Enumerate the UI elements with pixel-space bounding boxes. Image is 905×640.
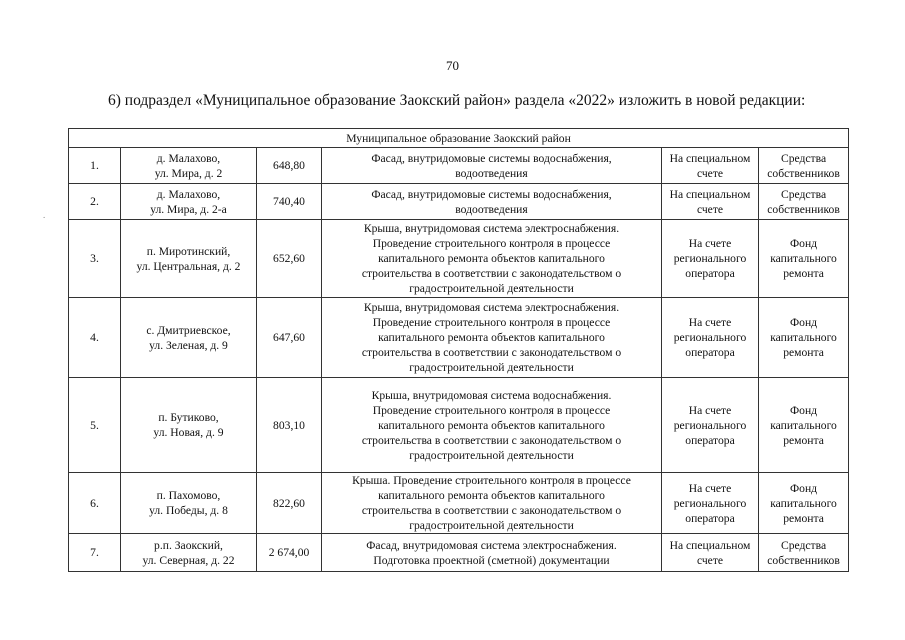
- row-number: 7.: [69, 534, 121, 572]
- row-works: Крыша, внутридомовая система водоснабжения. Проведение строительного контроля в процессе капитального ремонта объектов капитального строительства в соответствии с законодательством о градостроительной деятельности: [322, 378, 662, 473]
- row-number: 1.: [69, 148, 121, 184]
- row-number: 2.: [69, 184, 121, 220]
- row-account-type: На специальном счете: [662, 184, 759, 220]
- row-funding-source: Средства собственников: [759, 534, 849, 572]
- capital-repair-table: [68, 128, 849, 572]
- table-row: [69, 473, 849, 534]
- row-address: р.п. Заокский, ул. Северная, д. 22: [121, 534, 257, 572]
- row-area: 740,40: [257, 184, 322, 220]
- row-works: Фасад, внутридомовые системы водоснабжения, водоотведения: [322, 184, 662, 220]
- row-area: 822,60: [257, 473, 322, 534]
- row-address: д. Малахово, ул. Мира, д. 2: [121, 148, 257, 184]
- row-number: 3.: [69, 220, 121, 298]
- row-works: Фасад, внутридомовые системы водоснабжения, водоотведения: [322, 148, 662, 184]
- row-address: с. Дмитриевское, ул. Зеленая, д. 9: [121, 298, 257, 378]
- table-row: [69, 148, 849, 184]
- row-works: Фасад, внутридомовая система электроснабжения. Подготовка проектной (сметной) документации: [322, 534, 662, 572]
- page-number: 70: [446, 58, 459, 73]
- row-account-type: На специальном счете: [662, 534, 759, 572]
- row-funding-source: Средства собственников: [759, 148, 849, 184]
- scan-mark: .: [43, 210, 46, 220]
- row-area: 648,80: [257, 148, 322, 184]
- row-number: 6.: [69, 473, 121, 534]
- row-account-type: На счете регионального оператора: [662, 298, 759, 378]
- table-row: [69, 534, 849, 572]
- row-works: Крыша. Проведение строительного контроля в процессе капитального ремонта объектов капитального строительства в соответствии с законодательством о градостроительной деятельности: [322, 473, 662, 534]
- row-works: Крыша, внутридомовая система электроснабжения. Проведение строительного контроля в процессе капитального ремонта объектов капитального строительства в соответствии с законодательством о градостроительной деятельности: [322, 220, 662, 298]
- table-row: [69, 378, 849, 473]
- row-funding-source: Фонд капитального ремонта: [759, 378, 849, 473]
- row-account-type: На счете регионального оператора: [662, 473, 759, 534]
- row-address: д. Малахово, ул. Мира, д. 2-а: [121, 184, 257, 220]
- row-account-type: На счете регионального оператора: [662, 220, 759, 298]
- row-address: п. Пахомово, ул. Победы, д. 8: [121, 473, 257, 534]
- row-account-type: На счете регионального оператора: [662, 378, 759, 473]
- row-works: Крыша, внутридомовая система электроснабжения. Проведение строительного контроля в процессе капитального ремонта объектов капитального строительства в соответствии с законодательством о градостроительной деятельности: [322, 298, 662, 378]
- row-funding-source: Средства собственников: [759, 184, 849, 220]
- row-area: 652,60: [257, 220, 322, 298]
- row-account-type: На специальном счете: [662, 148, 759, 184]
- table-row: [69, 220, 849, 298]
- row-area: 803,10: [257, 378, 322, 473]
- table-row: [69, 184, 849, 220]
- intro-paragraph: 6) подраздел «Муниципальное образование Заокский район» раздела «2022» изложить в новой редакции:: [108, 92, 806, 109]
- row-number: 4.: [69, 298, 121, 378]
- row-address: п. Миротинский, ул. Центральная, д. 2: [121, 220, 257, 298]
- row-address: п. Бутиково, ул. Новая, д. 9: [121, 378, 257, 473]
- section-header-row: [69, 129, 849, 148]
- row-funding-source: Фонд капитального ремонта: [759, 298, 849, 378]
- row-number: 5.: [69, 378, 121, 473]
- table-row: [69, 298, 849, 378]
- row-funding-source: Фонд капитального ремонта: [759, 473, 849, 534]
- section-title: Муниципальное образование Заокский район: [69, 129, 849, 148]
- row-funding-source: Фонд капитального ремонта: [759, 220, 849, 298]
- row-area: 2 674,00: [257, 534, 322, 572]
- row-area: 647,60: [257, 298, 322, 378]
